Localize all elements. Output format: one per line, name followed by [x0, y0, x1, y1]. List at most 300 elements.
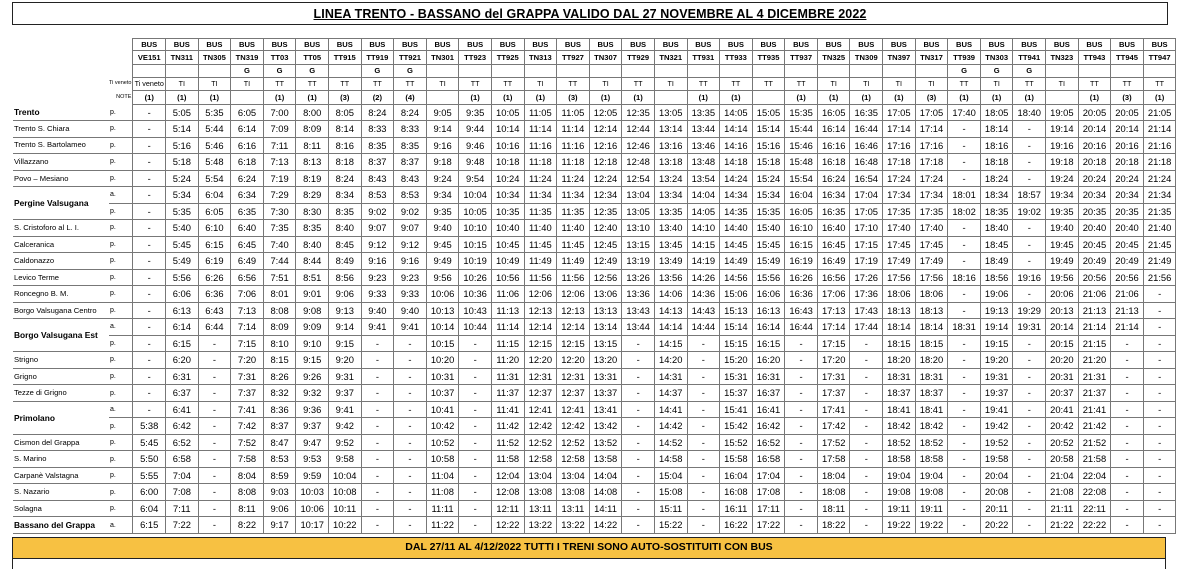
time-cell: 21:11 [1046, 500, 1079, 517]
column-note: (1) [133, 91, 166, 105]
time-cell: 8:43 [394, 170, 427, 187]
arrival-departure-marker: a. [109, 517, 133, 534]
time-cell: - [1013, 517, 1046, 534]
time-cell: 12:45 [589, 236, 622, 253]
time-cell: 8:34 [328, 187, 361, 204]
time-cell: 7:29 [263, 187, 296, 204]
time-cell: - [1013, 467, 1046, 484]
time-cell: 8:09 [263, 319, 296, 336]
time-cell: 21:13 [1078, 302, 1111, 319]
time-cell: 20:58 [1046, 451, 1079, 468]
time-cell: 14:45 [720, 236, 753, 253]
time-cell: 8:09 [296, 121, 329, 138]
time-cell: 13:08 [524, 484, 557, 501]
time-cell: - [361, 335, 394, 352]
time-cell: - [785, 451, 818, 468]
arrival-departure-marker: p. [109, 368, 133, 385]
time-cell: 17:45 [915, 236, 948, 253]
time-cell: 8:10 [263, 335, 296, 352]
time-cell: 9:07 [394, 220, 427, 237]
time-cell: 9:32 [296, 385, 329, 402]
time-cell: 16:46 [850, 137, 883, 154]
column-num: TN323 [1046, 51, 1079, 65]
time-cell: 7:09 [263, 121, 296, 138]
station-name: Tezze di Grigno [13, 385, 109, 402]
time-cell: 7:31 [231, 368, 264, 385]
column-g [589, 65, 622, 78]
time-cell: 20:14 [1078, 121, 1111, 138]
time-cell: 8:53 [361, 187, 394, 204]
time-cell: 14:43 [687, 302, 720, 319]
time-cell: 21:14 [1111, 319, 1144, 336]
time-cell: 17:05 [915, 105, 948, 121]
timetable-row [13, 121, 1176, 138]
time-cell: - [133, 368, 166, 385]
time-cell: 14:52 [654, 434, 687, 451]
station-name: Povo – Mesiano [13, 170, 109, 187]
time-cell: 13:04 [557, 467, 590, 484]
time-cell: 19:05 [1046, 105, 1079, 121]
time-cell: 9:18 [426, 154, 459, 171]
column-note: (3) [557, 91, 590, 105]
time-cell: 11:49 [524, 253, 557, 270]
time-cell: 6:00 [133, 484, 166, 501]
time-cell: - [1143, 319, 1176, 336]
time-cell: - [687, 434, 720, 451]
time-cell: 16:43 [785, 302, 818, 319]
time-cell: 15:20 [720, 352, 753, 369]
time-cell: 9:09 [296, 319, 329, 336]
column-g [524, 65, 557, 78]
time-cell: 9:02 [361, 203, 394, 220]
time-cell: 20:06 [1046, 286, 1079, 303]
column-cat: TI [589, 78, 622, 91]
time-cell: 6:45 [231, 236, 264, 253]
column-num: TT943 [1078, 51, 1111, 65]
time-cell: 22:04 [1078, 467, 1111, 484]
time-cell: - [1013, 170, 1046, 187]
time-cell: 9:37 [328, 385, 361, 402]
time-cell: 20:56 [1111, 269, 1144, 286]
time-cell: - [361, 467, 394, 484]
time-cell: 6:18 [231, 154, 264, 171]
column-mode: BUS [1013, 39, 1046, 51]
column-note: (1) [1013, 91, 1046, 105]
time-cell: 17:24 [883, 170, 916, 187]
time-cell: 17:05 [850, 203, 883, 220]
time-cell: - [622, 352, 655, 369]
time-cell: - [948, 286, 981, 303]
time-cell: 12:58 [524, 451, 557, 468]
time-cell: 11:34 [524, 187, 557, 204]
time-cell: 9:26 [296, 368, 329, 385]
time-cell: - [1111, 335, 1144, 352]
time-cell: - [361, 517, 394, 534]
column-cat: TI [166, 78, 199, 91]
column-g [557, 65, 590, 78]
time-cell: 9:20 [328, 352, 361, 369]
time-cell: - [361, 352, 394, 369]
time-cell: 21:22 [1046, 517, 1079, 534]
time-cell: - [459, 418, 492, 435]
time-cell: 18:31 [948, 319, 981, 336]
time-cell: - [361, 368, 394, 385]
time-cell: 6:10 [198, 220, 231, 237]
time-cell: 10:26 [459, 269, 492, 286]
column-num: TN397 [883, 51, 916, 65]
time-cell: 15:22 [654, 517, 687, 534]
time-cell: 20:37 [1046, 385, 1079, 402]
column-g [198, 65, 231, 78]
time-cell: - [687, 451, 720, 468]
column-num: TT915 [328, 51, 361, 65]
time-cell: 22:11 [1078, 500, 1111, 517]
time-cell: 13:31 [589, 368, 622, 385]
time-cell: 18:34 [980, 187, 1013, 204]
column-num: TT933 [720, 51, 753, 65]
time-cell: 13:45 [654, 236, 687, 253]
time-cell: 19:16 [1013, 269, 1046, 286]
header-row-g [13, 65, 1176, 78]
column-cat: TI [426, 78, 459, 91]
time-cell: 13:35 [654, 203, 687, 220]
column-num: TT919 [361, 51, 394, 65]
notice-text: DAL 27/11 AL 4/12/2022 TUTTI I TRENI SONO AUTO-SOSTITUITI CON BUS [405, 541, 773, 553]
time-cell: 10:05 [491, 105, 524, 121]
time-cell: 12:06 [524, 286, 557, 303]
time-cell: 18:45 [980, 236, 1013, 253]
time-cell: - [948, 418, 981, 435]
column-g [850, 65, 883, 78]
time-cell: 15:14 [720, 319, 753, 336]
station-name: Trento S. Chiara [13, 121, 109, 138]
time-cell: - [133, 170, 166, 187]
time-cell: 20:04 [980, 467, 1013, 484]
time-cell: 8:37 [263, 418, 296, 435]
time-cell: - [850, 401, 883, 418]
column-mode: BUS [687, 39, 720, 51]
time-cell: 21:52 [1078, 434, 1111, 451]
time-cell: 13:58 [589, 451, 622, 468]
column-note: (1) [459, 91, 492, 105]
time-cell: 13:15 [622, 236, 655, 253]
time-cell: 8:14 [328, 121, 361, 138]
time-cell: 8:43 [361, 170, 394, 187]
time-cell: - [1013, 352, 1046, 369]
time-cell: 8:35 [394, 137, 427, 154]
time-cell: 5:50 [133, 451, 166, 468]
column-num: TN303 [980, 51, 1013, 65]
time-cell: 15:40 [752, 220, 785, 237]
time-cell: 9:54 [459, 170, 492, 187]
time-cell: 19:56 [1046, 269, 1079, 286]
header-row-cat [13, 78, 1176, 91]
time-cell: - [622, 500, 655, 517]
time-cell: 17:36 [850, 286, 883, 303]
time-cell: 19:04 [883, 467, 916, 484]
time-cell: 6:13 [166, 302, 199, 319]
time-cell: 9:40 [361, 302, 394, 319]
arrival-departure-marker: p. [109, 418, 133, 435]
time-cell: 7:35 [263, 220, 296, 237]
time-cell: - [198, 401, 231, 418]
time-cell: - [1143, 500, 1176, 517]
time-cell: 7:44 [263, 253, 296, 270]
time-cell: 16:34 [817, 187, 850, 204]
time-cell: 17:58 [817, 451, 850, 468]
time-cell: 15:31 [720, 368, 753, 385]
time-cell: 20:34 [1111, 187, 1144, 204]
time-cell: 14:18 [720, 154, 753, 171]
arrival-departure-marker: p. [109, 484, 133, 501]
time-cell: 18:02 [948, 203, 981, 220]
time-cell: - [133, 203, 166, 220]
column-num: TT929 [622, 51, 655, 65]
column-g [752, 65, 785, 78]
time-cell: 19:45 [1046, 236, 1079, 253]
time-cell: 9:35 [459, 105, 492, 121]
time-cell: 19:11 [883, 500, 916, 517]
column-num: TT945 [1111, 51, 1144, 65]
time-cell: 6:15 [166, 335, 199, 352]
time-cell: 17:16 [915, 137, 948, 154]
time-cell: 15:11 [654, 500, 687, 517]
time-cell: 13:44 [622, 319, 655, 336]
time-cell: 6:42 [166, 418, 199, 435]
time-cell: 17:40 [915, 220, 948, 237]
time-cell: - [1111, 517, 1144, 534]
time-cell: 6:41 [166, 401, 199, 418]
time-cell: 6:58 [166, 451, 199, 468]
time-cell: - [785, 517, 818, 534]
time-cell: 12:05 [589, 105, 622, 121]
column-note [426, 91, 459, 105]
column-cat: TT [622, 78, 655, 91]
time-cell: 8:30 [296, 203, 329, 220]
time-cell: 19:42 [980, 418, 1013, 435]
time-cell: 17:40 [883, 220, 916, 237]
time-cell: 5:14 [166, 121, 199, 138]
time-cell: 14:19 [687, 253, 720, 270]
time-cell: 16:52 [752, 434, 785, 451]
time-cell: 17:18 [915, 154, 948, 171]
column-note: (3) [328, 91, 361, 105]
column-cat: TI [524, 78, 557, 91]
time-cell: 5:45 [166, 236, 199, 253]
time-cell: - [361, 385, 394, 402]
time-cell: 21:20 [1078, 352, 1111, 369]
time-cell: - [850, 335, 883, 352]
time-cell: 18:24 [980, 170, 1013, 187]
time-cell: 18:16 [948, 269, 981, 286]
column-cat: TT [557, 78, 590, 91]
column-g: G [1013, 65, 1046, 78]
time-cell: 15:41 [720, 401, 753, 418]
time-cell: 18:15 [915, 335, 948, 352]
column-cat: TI [980, 78, 1013, 91]
time-cell: 17:14 [883, 121, 916, 138]
time-cell: 8:33 [361, 121, 394, 138]
time-cell: 12:37 [524, 385, 557, 402]
time-cell: 20:42 [1046, 418, 1079, 435]
time-cell: 8:04 [231, 467, 264, 484]
time-cell: 20:40 [1078, 220, 1111, 237]
time-cell: 16:19 [785, 253, 818, 270]
time-cell: 7:58 [231, 451, 264, 468]
time-cell: 16:18 [817, 154, 850, 171]
time-cell: 16:16 [817, 137, 850, 154]
time-cell: 16:13 [752, 302, 785, 319]
time-cell: 17:15 [850, 236, 883, 253]
time-cell: - [785, 385, 818, 402]
station-name: Cismon del Grappa [13, 434, 109, 451]
time-cell: 21:37 [1078, 385, 1111, 402]
time-cell: 19:02 [1013, 203, 1046, 220]
timetable-row [13, 269, 1176, 286]
time-cell: 5:55 [133, 467, 166, 484]
time-cell: 6:37 [166, 385, 199, 402]
time-cell: - [459, 352, 492, 369]
time-cell: - [622, 434, 655, 451]
time-cell: 11:24 [557, 170, 590, 187]
time-cell: 9:41 [394, 319, 427, 336]
column-note: (1) [980, 91, 1013, 105]
time-cell: - [1143, 352, 1176, 369]
column-mode: BUS [980, 39, 1013, 51]
time-cell: - [133, 352, 166, 369]
time-cell: 18:41 [883, 401, 916, 418]
time-cell: 10:52 [426, 434, 459, 451]
timetable-row [13, 434, 1176, 451]
time-cell: - [948, 434, 981, 451]
time-cell: 11:20 [491, 352, 524, 369]
time-cell: - [133, 220, 166, 237]
column-num: TN319 [231, 51, 264, 65]
time-cell: - [1013, 451, 1046, 468]
timetable-row [13, 517, 1176, 534]
column-mode: BUS [394, 39, 427, 51]
time-cell: 20:35 [1111, 203, 1144, 220]
time-cell: 11:08 [426, 484, 459, 501]
column-g: G [361, 65, 394, 78]
time-cell: 17:24 [915, 170, 948, 187]
time-cell: 6:14 [231, 121, 264, 138]
time-cell: 8:13 [296, 154, 329, 171]
time-cell: 14:34 [720, 187, 753, 204]
time-cell: 9:16 [361, 253, 394, 270]
time-cell: 12:46 [622, 137, 655, 154]
time-cell: 9:12 [361, 236, 394, 253]
column-note: (1) [948, 91, 981, 105]
time-cell: 16:48 [850, 154, 883, 171]
time-cell: 5:34 [166, 187, 199, 204]
column-num: TT931 [687, 51, 720, 65]
column-cat: TT [491, 78, 524, 91]
time-cell: 15:52 [720, 434, 753, 451]
time-cell: 12:31 [524, 368, 557, 385]
time-cell: 14:10 [687, 220, 720, 237]
time-cell: - [850, 451, 883, 468]
timetable-row [13, 187, 1176, 204]
time-cell: - [394, 385, 427, 402]
time-cell: 16:14 [817, 121, 850, 138]
time-cell: 13:48 [687, 154, 720, 171]
time-cell: 13:13 [589, 302, 622, 319]
time-cell: 10:15 [426, 335, 459, 352]
time-cell: - [1013, 286, 1046, 303]
time-cell: 21:31 [1078, 368, 1111, 385]
timetable-row [13, 319, 1176, 336]
time-cell: 13:24 [654, 170, 687, 187]
time-cell: 5:54 [198, 170, 231, 187]
time-cell: 19:52 [980, 434, 1013, 451]
time-cell: 10:40 [491, 220, 524, 237]
station-name: Grigno [13, 368, 109, 385]
column-g [459, 65, 492, 78]
time-cell: 7:30 [263, 203, 296, 220]
time-cell: 10:45 [491, 236, 524, 253]
time-cell: - [1143, 517, 1176, 534]
time-cell: 6:05 [231, 105, 264, 121]
time-cell: 18:08 [817, 484, 850, 501]
time-cell: 10:13 [426, 302, 459, 319]
time-cell: - [394, 418, 427, 435]
time-cell: 17:11 [752, 500, 785, 517]
time-cell: 11:05 [524, 105, 557, 121]
time-cell: 15:54 [785, 170, 818, 187]
time-cell: 14:13 [654, 302, 687, 319]
time-cell: 10:04 [328, 467, 361, 484]
time-cell: - [198, 467, 231, 484]
time-cell: - [1143, 335, 1176, 352]
column-num: TN307 [589, 51, 622, 65]
time-cell: 8:32 [263, 385, 296, 402]
time-cell: - [1013, 500, 1046, 517]
time-cell: 5:38 [133, 418, 166, 435]
column-note: (1) [296, 91, 329, 105]
time-cell: 12:48 [622, 154, 655, 171]
time-cell: - [850, 517, 883, 534]
time-cell: 7:11 [166, 500, 199, 517]
arrival-departure-marker: p. [109, 335, 133, 352]
time-cell: - [622, 484, 655, 501]
time-cell: 9:52 [328, 434, 361, 451]
time-cell: 19:14 [1046, 121, 1079, 138]
time-cell: - [198, 451, 231, 468]
time-cell: - [1013, 335, 1046, 352]
time-cell: 19:11 [915, 500, 948, 517]
time-cell: 12:42 [524, 418, 557, 435]
time-cell: 11:45 [557, 236, 590, 253]
time-cell: - [687, 401, 720, 418]
time-cell: 12:40 [589, 220, 622, 237]
time-cell: 8:49 [328, 253, 361, 270]
time-cell: 9:15 [328, 335, 361, 352]
column-g [166, 65, 199, 78]
time-cell: 10:37 [426, 385, 459, 402]
time-cell: - [687, 335, 720, 352]
time-cell: 21:08 [1046, 484, 1079, 501]
time-cell: 9:41 [328, 401, 361, 418]
time-cell: 16:44 [785, 319, 818, 336]
time-cell: 6:04 [133, 500, 166, 517]
time-cell: - [394, 517, 427, 534]
station-name: Pergine Valsugana [13, 187, 109, 220]
time-cell: 8:35 [328, 203, 361, 220]
timetable-row [13, 467, 1176, 484]
time-cell: 10:15 [459, 236, 492, 253]
time-cell: - [198, 434, 231, 451]
